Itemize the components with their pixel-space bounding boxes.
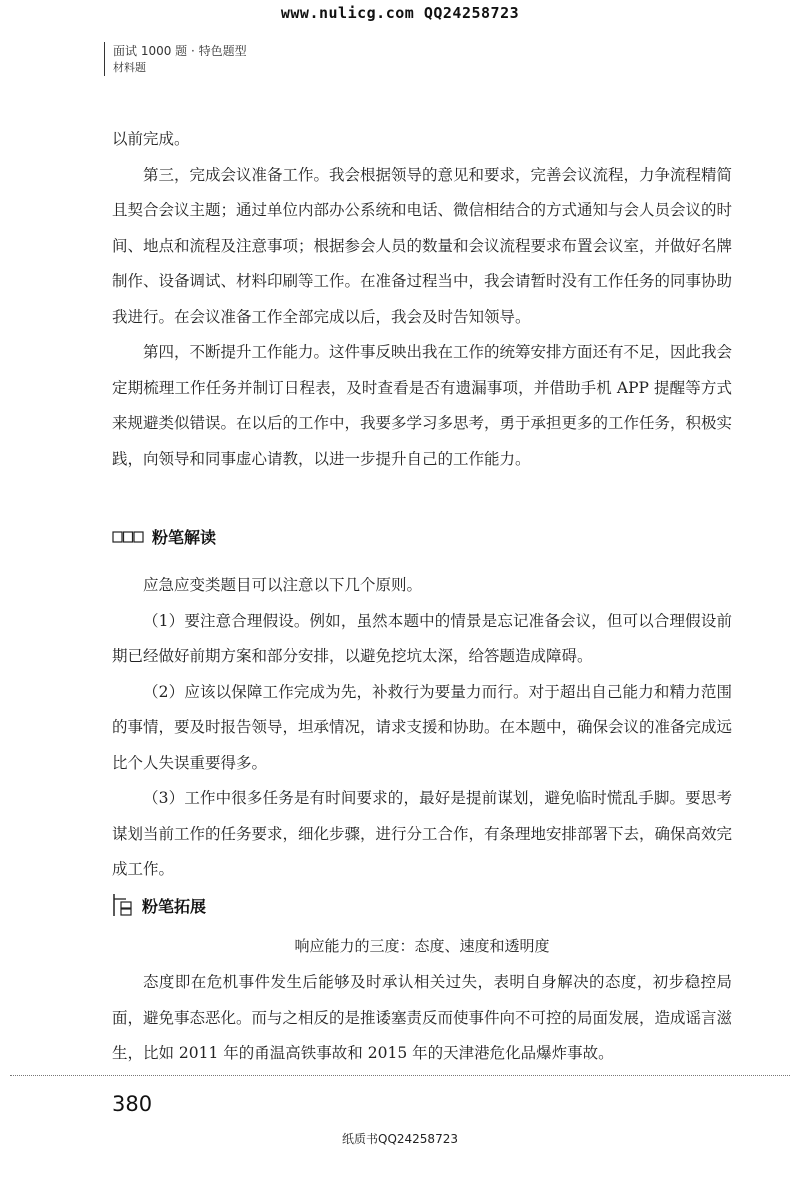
bottom-watermark: 纸质书QQ24258723: [342, 1132, 458, 1146]
top-watermark: www.nulicg.com QQ24258723: [280, 4, 520, 22]
running-header: [104, 42, 247, 76]
extension-section: [112, 893, 732, 1068]
extension-heading: [112, 893, 732, 917]
extension-subtitle: 响应能力的三度：态度、速度和透明度: [294, 937, 550, 955]
body-paragraph-third-point: 第三，完成会议准备工作。我会根据领导的意见和要求，完善会议流程，力争流程精简且契合会议主题；通过单位内部办公系统和电话、微信相结合的方式通知与会人员会议的时间、地点和流程及注意事项；根据参会人员的数量和会议流程要求布置会议室，并做好名牌制作、设备调试、材料印刷等工作。在准备过程当中，我会请暂时没有工作任务的同事协助我进行。在会议准备工作全部完成以后，我会及时告知领导。: [112, 165, 733, 326]
extension-body: [112, 965, 732, 1072]
book-title: 面试 1000 题 · 特色题型: [113, 44, 247, 58]
page-number: 380: [112, 1092, 153, 1116]
body-paragraph-fourth-point: 第四，不断提升工作能力。这件事反映出我在工作的统筹安排方面还有不足，因此我会定期梳理工作任务并制订日程表，及时查看是否有遗漏事项，并借助手机 APP 提醒等方式来规避类似错误。在以后的工作中，我要多学习多思考，勇于承担更多的工作任务，积极实践，向领导和同事虚心请教，以进一步提升自己的工作能力。: [112, 343, 733, 468]
analysis-point-2: （2）应该以保障工作完成为先，补救行为要量力而行。对于超出自己能力和精力范围的事情，要及时报告领导，坦承情况，请求支援和协助。在本题中，确保会议的准备完成远比个人失误重要得多。: [112, 682, 733, 772]
analysis-body: [112, 568, 732, 888]
analysis-intro: 应急应变类题目可以注意以下几个原则。: [143, 576, 423, 594]
analysis-point-1: （1）要注意合理假设。例如，虽然本题中的情景是忘记准备会议，但可以合理假设前期已经做好前期方案和部分安排，以避免挖坑太深，给答题造成障碍。: [112, 611, 732, 665]
main-body-text: [112, 122, 732, 477]
section-label: 材料题: [113, 61, 146, 74]
extension-heading-label: 粉笔拓展: [142, 896, 207, 916]
book-icon: [112, 530, 144, 544]
body-paragraph-continuation: 以前完成。: [112, 130, 190, 148]
scan-artifact-line: [10, 1075, 790, 1076]
analysis-heading: [112, 525, 732, 548]
extension-paragraph: 态度即在危机事件发生后能够及时承认相关过失，表明自身解决的态度，初步稳控局面，避免事态恶化。而与之相反的是推诿塞责反而使事件向不可控的局面发展，造成谣言滋生，比如 2011 年的甬温高铁事故和 2015 年的天津港危化品爆炸事故。: [112, 973, 733, 1062]
analysis-section: [112, 525, 733, 878]
analysis-point-3: （3）工作中很多任务是有时间要求的，最好是提前谋划，避免临时慌乱手脚。要思考谋划当前工作的任务要求，细化步骤，进行分工合作，有条理地安排部署下去，确保高效完成工作。: [112, 789, 733, 878]
analysis-heading-label: 粉笔解读: [152, 528, 217, 547]
extension-icon: [112, 893, 134, 917]
